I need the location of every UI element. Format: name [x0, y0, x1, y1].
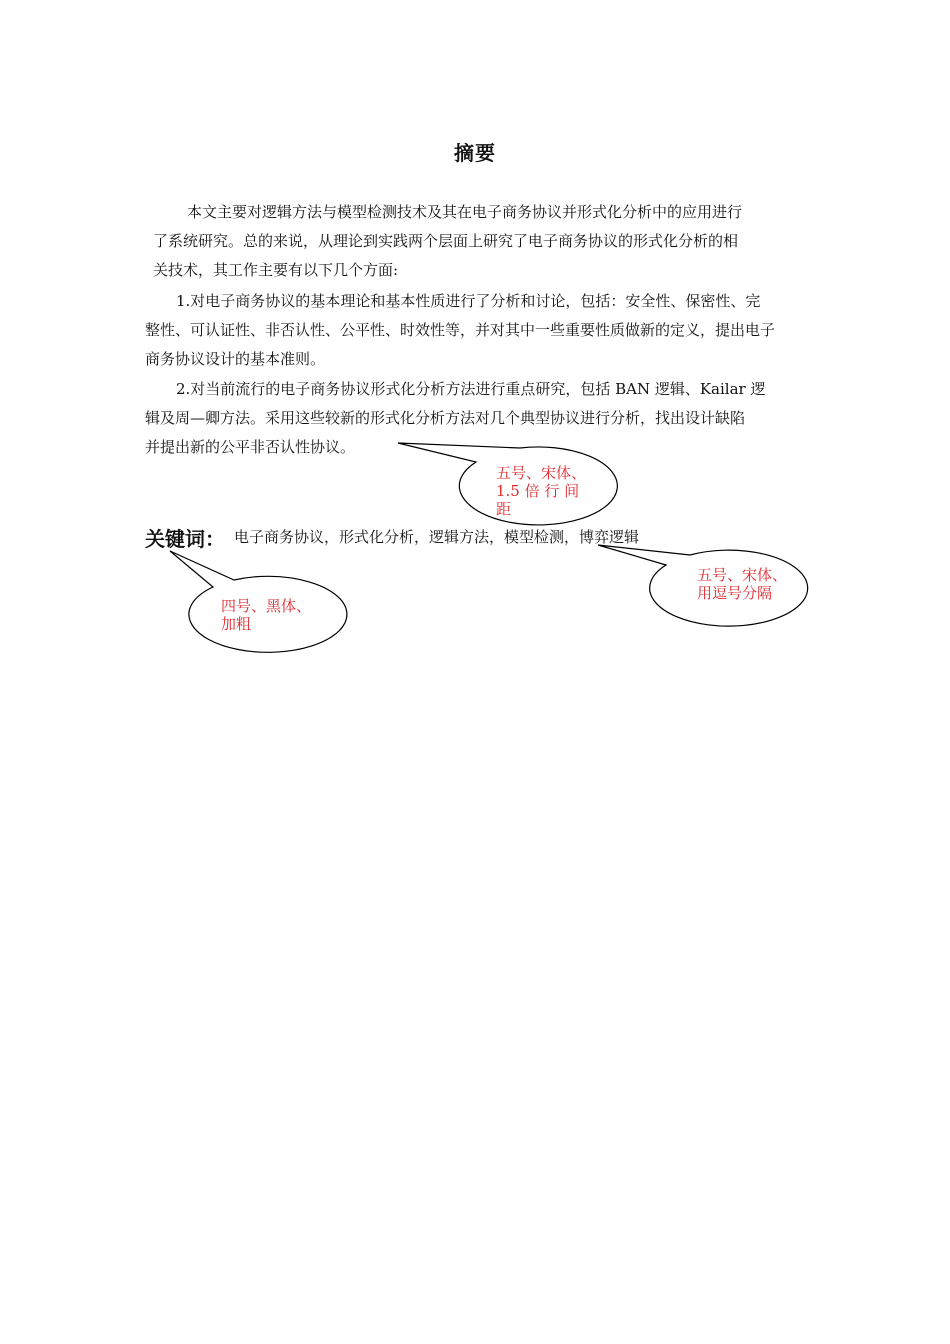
abstract-paragraph-1-line-2: 了系统研究。总的来说，从理论到实践两个层面上研究了电子商务协议的形式化分析的相: [153, 232, 739, 250]
abstract-paragraph-3-line-2: 辑及周—卿方法。采用这些较新的形式化分析方法对几个典型协议进行分析，找出设计缺陷: [145, 409, 746, 427]
abstract-paragraph-3-line-1: 2.对当前流行的电子商务协议形式化分析方法进行重点研究，包括 BAN 逻辑、Kailar 逻: [176, 380, 766, 398]
abstract-paragraph-3-line-3: 并提出新的公平非否认性协议。: [145, 438, 356, 456]
keywords-label: 关键词：: [145, 527, 225, 551]
abstract-paragraph-2-line-2: 整性、可认证性、非否认性、公平性、时效性等，并对其中一些重要性质做新的定义，提出电子: [145, 321, 776, 339]
abstract-paragraph-2-line-1: 1.对电子商务协议的基本理论和基本性质进行了分析和讨论，包括：安全性、保密性、完: [176, 292, 761, 310]
abstract-paragraph-2-line-3: 商务协议设计的基本准则。: [145, 350, 326, 368]
keywords-text: 电子商务协议，形式化分析，逻辑方法，模型检测，博弈逻辑: [234, 528, 640, 546]
callout-note-label-format: 四号、黑体、加粗: [221, 597, 312, 633]
page-title: 摘要: [454, 141, 496, 165]
callout-note-body-format: 五号、宋体、1.5 倍 行 间距: [496, 464, 587, 518]
abstract-paragraph-1-line-3: 关技术，其工作主要有以下几个方面:: [153, 261, 399, 279]
callout-note-keywords-format: 五号、宋体、用逗号分隔: [697, 566, 788, 602]
abstract-paragraph-1-line-1: 本文主要对逻辑方法与模型检测技术及其在电子商务协议并形式化分析中的应用进行: [187, 203, 743, 221]
